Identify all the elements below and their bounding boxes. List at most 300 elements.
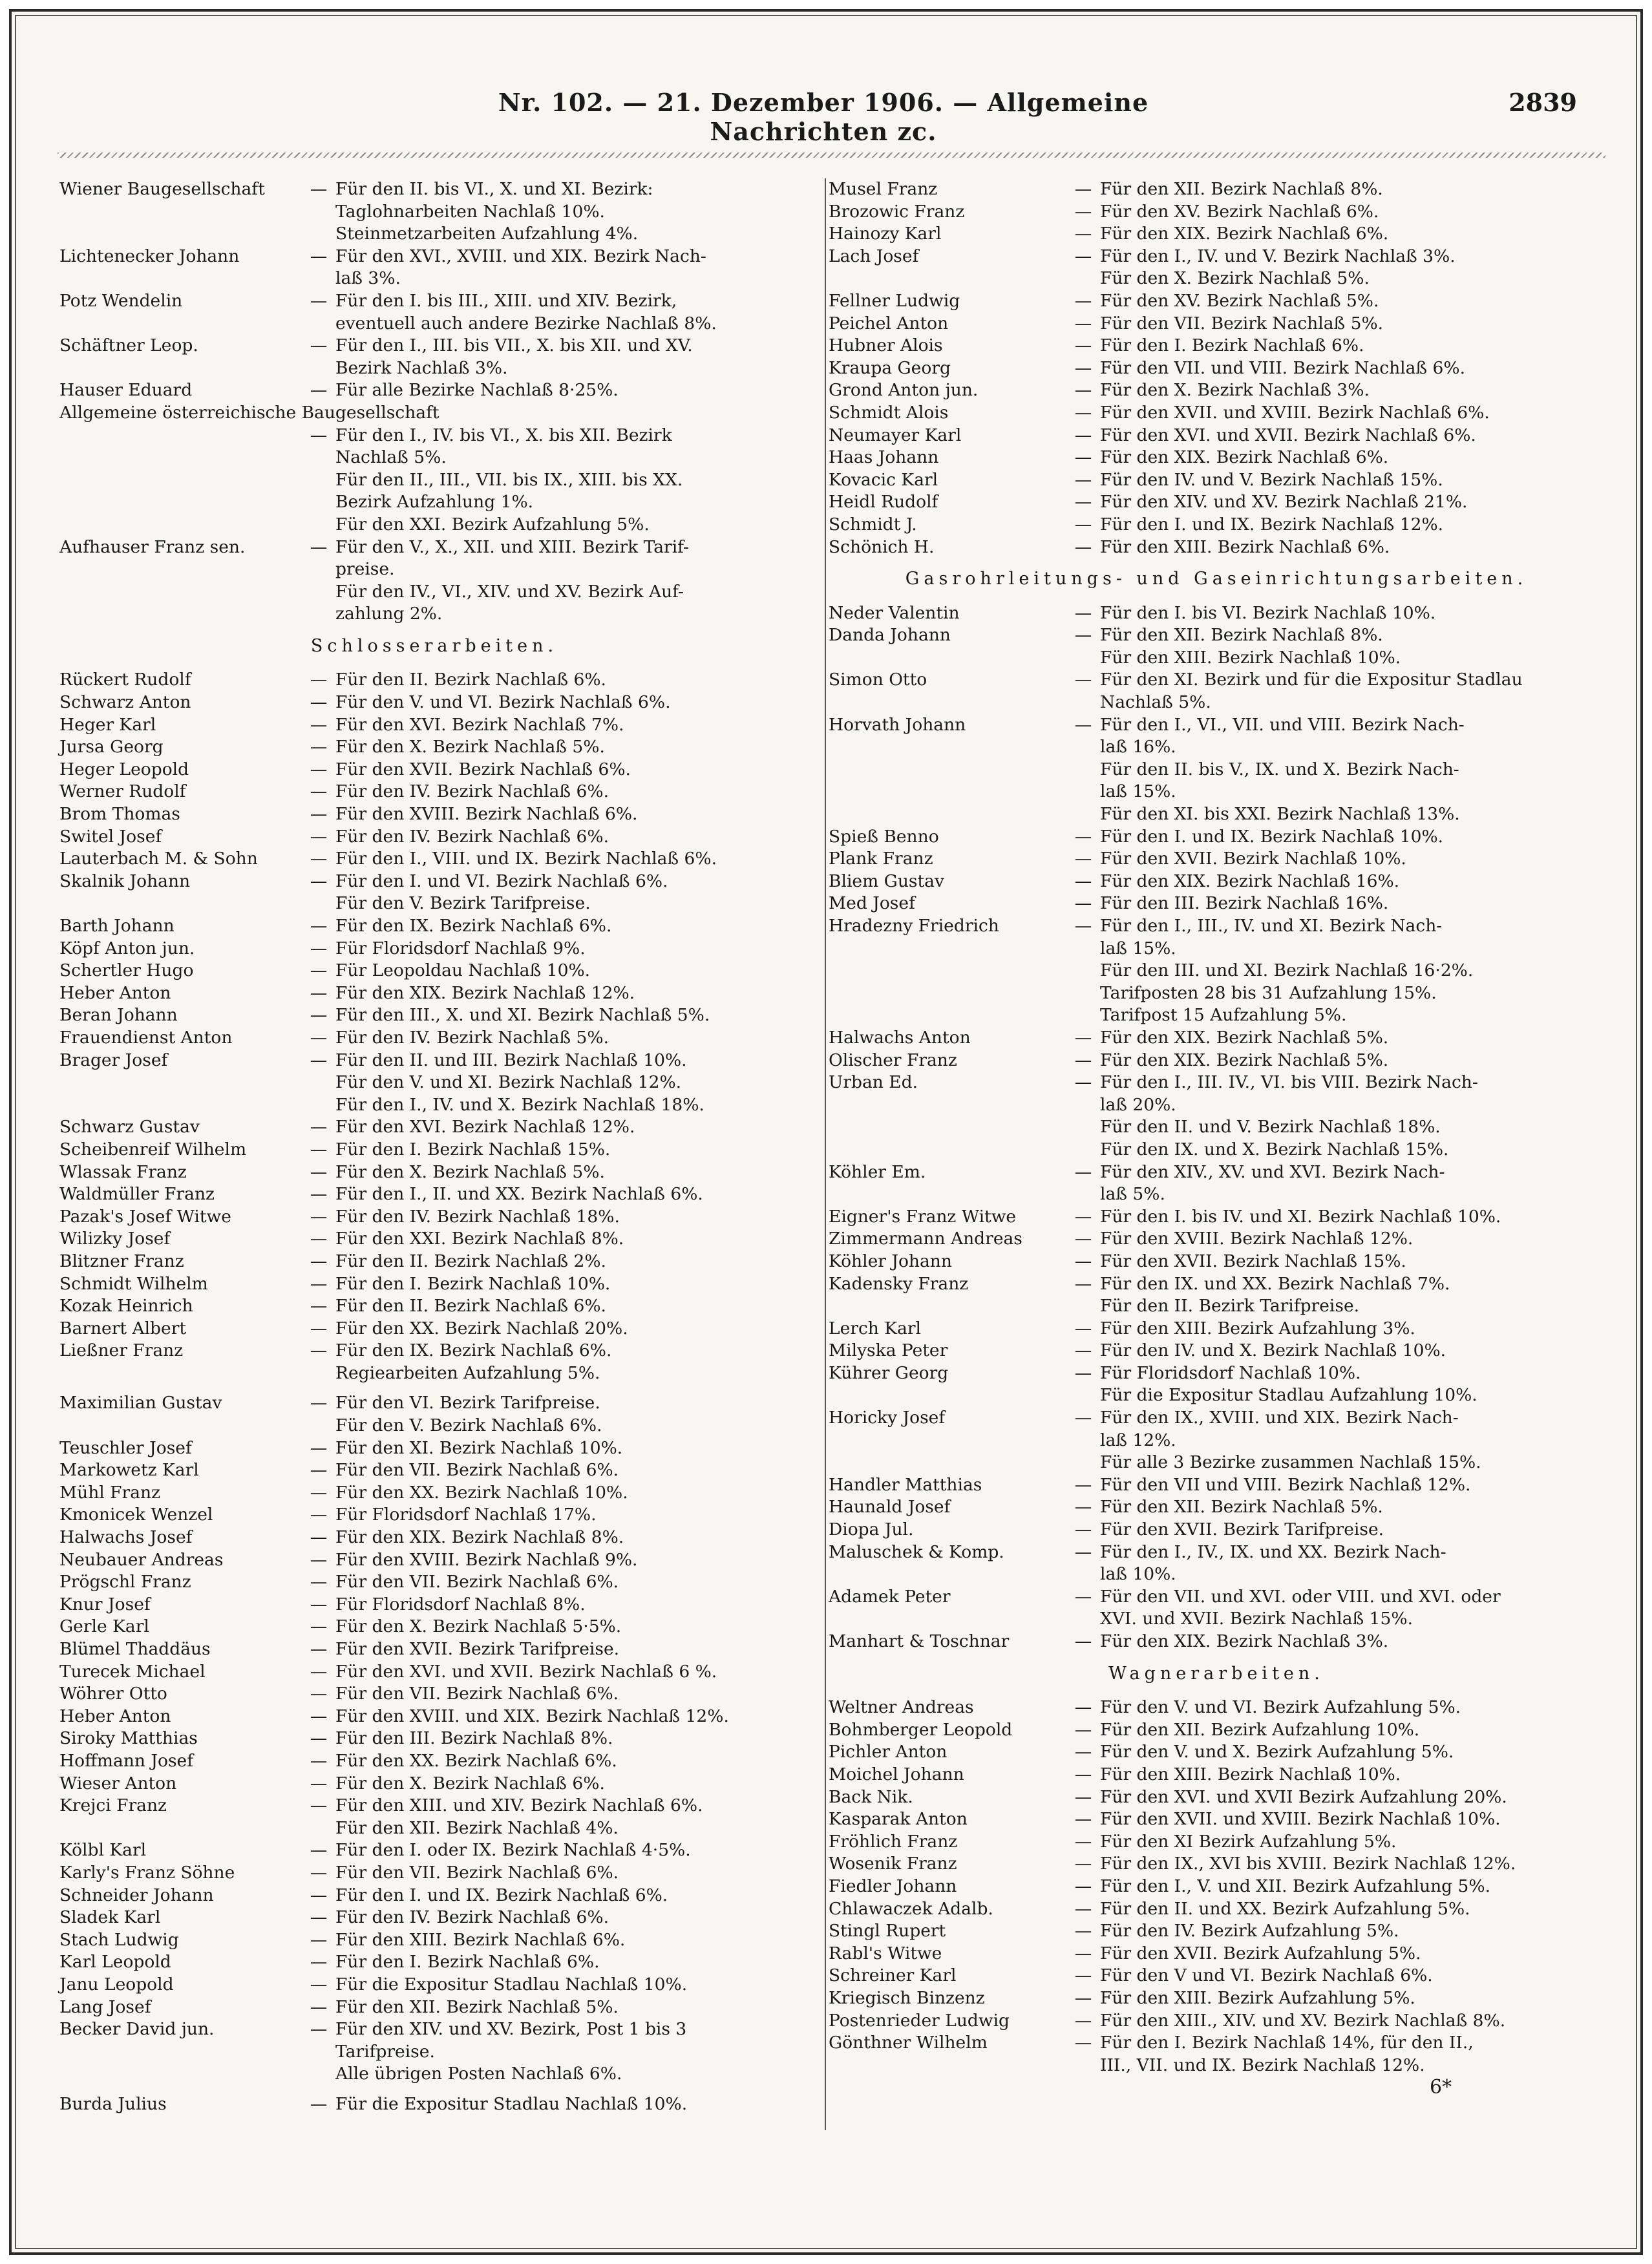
contractor-name: Kozak Heinrich: [59, 1296, 193, 1317]
contractor-name: Brom Thomas: [59, 804, 180, 825]
detail-line: Für den XVI. und XVII Bezirk Aufzahlung 20%.: [1100, 1786, 1507, 1807]
detail-line: Für den XIV. und XV. Bezirk, Post 1 bis 3: [335, 2019, 687, 2040]
dash-separator: —: [310, 1773, 328, 1793]
left-column: [59, 178, 809, 2115]
entry-details: [1100, 714, 1604, 826]
contractor-entry: [829, 1719, 1604, 1742]
contractor-name: Stach Ludwig: [59, 1929, 179, 1950]
contractor-name: Horvath Johann: [829, 714, 966, 735]
entry-details: [335, 781, 809, 803]
detail-line: Steinmetzarbeiten Aufzahlung 4%.: [335, 224, 639, 244]
contractor-entry: [829, 1340, 1604, 1362]
dash-separator: —: [1074, 1519, 1092, 1540]
contractor-name: Köhler Em.: [829, 1161, 926, 1182]
entry-details: [1100, 826, 1604, 849]
dash-separator: —: [310, 1050, 328, 1070]
contractor-name: Köhler Johann: [829, 1251, 952, 1271]
contractor-entry: [59, 2093, 809, 2116]
contractor-name: Teuschler Josef: [59, 1437, 192, 1458]
detail-line: Für den I. bis IV. und XI. Bezirk Nachlaß 10%.: [1100, 1206, 1501, 1227]
dash-separator: —: [1074, 1786, 1092, 1807]
dash-separator: —: [1074, 536, 1092, 557]
contractor-name: Kriegisch Binzenz: [829, 1987, 985, 2008]
entry-details: [335, 1295, 809, 1318]
entry-details: [335, 848, 809, 871]
dash-separator: —: [310, 1460, 328, 1481]
entry-details: [1100, 1631, 1604, 1653]
contractor-name: Lauterbach M. & Sohn: [59, 849, 258, 869]
page-header-title: Nr. 102. — 21. Dezember 1906. — Allgemeine Nachrichten zc.: [498, 88, 1149, 146]
dash-separator: —: [310, 826, 328, 847]
detail-line: Für den X. Bezirk Nachlaß 5·5%.: [335, 1616, 622, 1637]
contractor-name: Blümel Thaddäus: [59, 1639, 211, 1659]
entry-details: [335, 1251, 809, 1273]
contractor-name: Wilizky Josef: [59, 1229, 171, 1249]
entry-details: [335, 536, 809, 626]
dash-separator: —: [1074, 335, 1092, 356]
dash-separator: —: [1074, 380, 1092, 401]
dash-separator: —: [1074, 1497, 1092, 1518]
detail-line: Für den VI. Bezirk Tarifpreise.: [335, 1393, 600, 1413]
detail-line: Für den XXI. Bezirk Aufzahlung 5%.: [335, 514, 650, 534]
entry-details: [1100, 1206, 1604, 1229]
entry-details: [335, 1750, 809, 1773]
contractor-name: Hubner Alois: [829, 335, 943, 356]
entry-details: [1100, 1541, 1604, 1586]
dash-separator: —: [1074, 826, 1092, 847]
detail-line: Für den V. und XI. Bezirk Nachlaß 12%.: [335, 1072, 682, 1093]
contractor-entry: [59, 1862, 809, 1885]
entry-details: [335, 759, 809, 781]
contractor-entry: [829, 1273, 1604, 1318]
detail-line: Für den IX. Bezirk Nachlaß 6%.: [335, 916, 612, 936]
entry-details: [1100, 1362, 1604, 1407]
detail-line: Für alle Bezirke Nachlaß 8·25%.: [335, 380, 619, 401]
contractor-entry: [829, 1831, 1604, 1854]
dash-separator: —: [310, 1661, 328, 1682]
detail-line: Für den VII. Bezirk Nachlaß 6%.: [335, 1862, 619, 1883]
dash-separator: —: [1074, 1987, 1092, 2008]
detail-line: laß 15%.: [1100, 781, 1176, 802]
detail-line: Für den XVI., XVIII. und XIX. Bezirk Nach-: [335, 246, 706, 266]
detail-line: Für den X. Bezirk Nachlaß 5%.: [335, 1161, 605, 1182]
contractor-entry: [59, 1885, 809, 1907]
dash-separator: —: [310, 1482, 328, 1503]
contractor-name: Heger Leopold: [59, 759, 189, 779]
detail-line: Für den XIX. Bezirk Nachlaß 16%.: [1100, 871, 1400, 891]
detail-line: Für den XVII. und XVIII. Bezirk Nachlaß 6%.: [1100, 402, 1490, 423]
contractor-name: Gönthner Wilhelm: [829, 2033, 988, 2053]
section-heading: Wagnerarbeiten.: [1108, 1663, 1324, 1684]
detail-line: Für den XII. Bezirk Nachlaß 5%.: [335, 1996, 619, 2017]
detail-line: Für den IV. Bezirk Nachlaß 18%.: [335, 1206, 620, 1227]
detail-line: Für den XV. Bezirk Nachlaß 6%.: [1100, 201, 1379, 222]
detail-line: Für den XI. Bezirk Nachlaß 10%.: [335, 1437, 623, 1458]
contractor-entry: [829, 826, 1604, 849]
detail-line: Für den XVIII. Bezirk Nachlaß 9%.: [335, 1549, 638, 1570]
contractor-name: Kasparak Anton: [829, 1809, 968, 1830]
detail-line: Für den XVIII. Bezirk Nachlaß 12%.: [1100, 1229, 1414, 1249]
entry-details: [335, 960, 809, 982]
dash-separator: —: [310, 670, 328, 690]
contractor-name: Zimmermann Andreas: [829, 1229, 1022, 1249]
detail-line: Für den I., IV., IX. und XX. Bezirk Nach-: [1100, 1541, 1446, 1562]
entry-details: [335, 1340, 809, 1384]
dash-separator: —: [310, 1437, 328, 1458]
contractor-name: Brager Josef: [59, 1050, 168, 1070]
entry-details: [335, 246, 809, 290]
contractor-entry: [59, 1795, 809, 1839]
detail-line: Für den XIV., XV. und XVI. Bezirk Nach-: [1100, 1161, 1445, 1182]
detail-line: Für den X. Bezirk Nachlaß 5%.: [1100, 268, 1370, 289]
dash-separator: —: [1074, 1965, 1092, 1986]
entry-details: [335, 1482, 809, 1505]
detail-line: Für den XIII. Bezirk Nachlaß 6%.: [335, 1929, 626, 1950]
dash-separator: —: [310, 871, 328, 891]
detail-line: XVI. und XVII. Bezirk Nachlaß 15%.: [1100, 1609, 1413, 1629]
entry-details: [1100, 536, 1604, 559]
contractor-name: Stingl Rupert: [829, 1921, 946, 1941]
contractor-entry: [829, 1206, 1604, 1229]
dash-separator: —: [310, 1974, 328, 1994]
entry-details: [335, 826, 809, 849]
entry-details: [335, 669, 809, 692]
contractor-entry: [829, 1474, 1604, 1497]
detail-line: Für den I. Bezirk Nachlaß 6%.: [335, 1952, 600, 1973]
dash-separator: —: [310, 1750, 328, 1771]
detail-line: laß 10%.: [1100, 1564, 1176, 1585]
contractor-name: Ließner Franz: [59, 1340, 184, 1361]
contractor-entry: [829, 1586, 1604, 1631]
contractor-entry: [59, 335, 809, 379]
contractor-name: Neder Valentin: [829, 602, 960, 623]
detail-line: preise.: [335, 559, 395, 580]
contractor-name: Lerch Karl: [829, 1318, 922, 1338]
dash-separator: —: [310, 1885, 328, 1905]
contractor-entry: [59, 1773, 809, 1795]
detail-line: Für den XIII., XIV. und XV. Bezirk Nachlaß 8%.: [1100, 2010, 1506, 2031]
contractor-name: Lichtenecker Johann: [59, 246, 240, 266]
contractor-name: Bohmberger Leopold: [829, 1719, 1013, 1740]
contractor-name: Kölbl Karl: [59, 1840, 147, 1861]
contractor-entry: [59, 402, 809, 425]
dash-separator: —: [1074, 1921, 1092, 1941]
detail-line: Nachlaß 5%.: [335, 447, 447, 468]
contractor-entry: [59, 1027, 809, 1050]
dash-separator: —: [1074, 670, 1092, 690]
contractor-entry: [829, 313, 1604, 335]
dash-separator: —: [1074, 201, 1092, 222]
dash-separator: —: [310, 380, 328, 401]
contractor-entry: [59, 246, 809, 290]
contractor-name: Markowetz Karl: [59, 1460, 199, 1481]
contractor-name: Haas Johann: [829, 447, 939, 468]
dash-separator: —: [1074, 313, 1092, 333]
contractor-entry: [59, 1050, 809, 1117]
entry-details: [1100, 669, 1604, 714]
dash-separator: —: [310, 425, 328, 445]
dash-separator: —: [1074, 224, 1092, 244]
detail-line: Für den XVII. Bezirk Nachlaß 6%.: [335, 759, 631, 779]
detail-line: Für den III. und XI. Bezirk Nachlaß 16·2%.: [1100, 960, 1474, 981]
dash-separator: —: [310, 1296, 328, 1317]
dash-separator: —: [310, 1251, 328, 1271]
contractor-name: Barth Johann: [59, 916, 175, 936]
detail-line: Für den I. und VI. Bezirk Nachlaß 6%.: [335, 871, 668, 891]
detail-line: Für den XIX. Bezirk Nachlaß 5%.: [1100, 1050, 1389, 1070]
contractor-name: Milyska Peter: [829, 1340, 948, 1361]
contractor-entry: [829, 602, 1604, 625]
dash-separator: —: [310, 1161, 328, 1182]
dash-separator: —: [1074, 1586, 1092, 1607]
dash-separator: —: [1074, 1050, 1092, 1070]
detail-line: Für den XII. Bezirk Nachlaß 8%.: [1100, 179, 1383, 199]
detail-line: Für den I. Bezirk Nachlaß 10%.: [335, 1273, 611, 1294]
contractor-entry: [829, 915, 1604, 1027]
detail-line: Für den XVII. Bezirk Nachlaß 10%.: [1100, 849, 1406, 869]
detail-line: Für den V. und X. Bezirk Aufzahlung 5%.: [1100, 1742, 1454, 1762]
detail-line: laß 20%.: [1100, 1094, 1176, 1115]
contractor-entry: [829, 2010, 1604, 2033]
contractor-entry: [829, 1920, 1604, 1943]
dash-separator: —: [1074, 2010, 1092, 2031]
detail-line: Für die Expositur Stadlau Nachlaß 10%.: [335, 1974, 688, 1994]
dash-separator: —: [1074, 1854, 1092, 1874]
contractor-entry: [59, 1638, 809, 1661]
entry-details: [335, 1504, 809, 1527]
contractor-entry: [59, 960, 809, 982]
contractor-name: Köpf Anton jun.: [59, 938, 195, 958]
entry-details: [335, 1638, 809, 1661]
contractor-name: Allgemeine österreichische Baugesellschaft: [59, 402, 439, 423]
entry-details: [1100, 602, 1604, 625]
detail-line: Für den IX., XVI bis XVIII. Bezirk Nachlaß 12%.: [1100, 1854, 1516, 1874]
entry-details: [335, 1459, 809, 1482]
contractor-name: Handler Matthias: [829, 1474, 982, 1495]
detail-line: Für den VII. und VIII. Bezirk Nachlaß 6%.: [1100, 357, 1466, 378]
entry-details: [335, 1907, 809, 1929]
detail-line: Für den II. Bezirk Nachlaß 2%.: [335, 1251, 606, 1271]
entry-details: [335, 1839, 809, 1862]
detail-line: Bezirk Aufzahlung 1%.: [335, 492, 534, 513]
dash-separator: —: [310, 246, 328, 266]
dash-separator: —: [1074, 849, 1092, 869]
dash-separator: —: [1074, 1027, 1092, 1048]
detail-line: zahlung 2%.: [335, 604, 443, 624]
detail-line: Für den I., VI., VII. und VIII. Bezirk Nach-: [1100, 714, 1465, 735]
dash-separator: —: [1074, 893, 1092, 914]
dash-separator: —: [310, 536, 328, 557]
detail-line: Für den IV. und V. Bezirk Nachlaß 15%.: [1100, 469, 1443, 490]
contractor-entry: [59, 1504, 809, 1527]
entry-details: [335, 1050, 809, 1117]
contractor-name: Manhart & Toschnar: [829, 1631, 1010, 1651]
contractor-entry: [829, 1876, 1604, 1898]
entry-details: [1100, 1764, 1604, 1786]
contractor-entry: [59, 1683, 809, 1706]
dash-separator: —: [310, 1273, 328, 1294]
contractor-entry: [59, 1616, 809, 1638]
contractor-entry: [59, 1728, 809, 1750]
contractor-name: Schertler Hugo: [59, 960, 194, 981]
entry-details: [1100, 357, 1604, 380]
detail-line: Für den II. bis VI., X. und XI. Bezirk:: [335, 179, 653, 199]
dash-separator: —: [1074, 1340, 1092, 1361]
entry-details: [1100, 2010, 1604, 2033]
dash-separator: —: [310, 759, 328, 779]
contractor-name: Kraupa Georg: [829, 357, 951, 378]
contractor-entry: [829, 357, 1604, 380]
entry-details: [1100, 848, 1604, 871]
contractor-entry: [59, 1594, 809, 1616]
entry-details: [335, 425, 809, 536]
contractor-name: Back Nik.: [829, 1786, 913, 1807]
contractor-name: Waldmüller Franz: [59, 1184, 215, 1205]
detail-line: laß 5%.: [1100, 1184, 1165, 1205]
contractor-name: Pazak's Josef Witwe: [59, 1206, 231, 1227]
entry-details: [1100, 1898, 1604, 1921]
contractor-entry: [829, 402, 1604, 425]
contractor-name: Postenrieder Ludwig: [829, 2010, 1010, 2031]
entry-details: [335, 1004, 809, 1027]
detail-line: Für den XI Bezirk Aufzahlung 5%.: [1100, 1831, 1397, 1852]
detail-line: Für den XIX. Bezirk Nachlaß 6%.: [1100, 447, 1389, 468]
contractor-entry: [59, 848, 809, 871]
contractor-name: Fiedler Johann: [829, 1876, 957, 1896]
contractor-name: Schneider Johann: [59, 1885, 214, 1905]
contractor-name: Maluschek & Komp.: [829, 1541, 1004, 1562]
detail-line: Für den VII. Bezirk Nachlaß 6%.: [335, 1684, 619, 1704]
entry-details: [335, 1116, 809, 1139]
detail-line: Für den I. bis III., XIII. und XIV. Bezirk,: [335, 290, 677, 311]
dash-separator: —: [310, 1139, 328, 1159]
dash-separator: —: [1074, 1251, 1092, 1271]
detail-line: Für den IX. Bezirk Nachlaß 6%.: [335, 1340, 612, 1361]
detail-line: Für den X. Bezirk Nachlaß 3%.: [1100, 380, 1370, 401]
contractor-name: Neubauer Andreas: [59, 1549, 224, 1570]
entry-details: [1100, 178, 1604, 201]
entry-details: [335, 982, 809, 1005]
dash-separator: —: [310, 179, 328, 199]
entry-details: [1100, 1786, 1604, 1809]
contractor-entry: [59, 1183, 809, 1206]
contractor-name: Schmidt Wilhelm: [59, 1273, 208, 1294]
contractor-entry: [59, 1116, 809, 1139]
contractor-entry: [59, 938, 809, 960]
dash-separator: —: [310, 1706, 328, 1726]
entry-details: [1100, 469, 1604, 492]
contractor-entry: [59, 1161, 809, 1184]
detail-line: Für den IV. Bezirk Nachlaß 6%.: [335, 781, 609, 802]
detail-line: Für den III., X. und XI. Bezirk Nachlaß 5%.: [335, 1005, 710, 1026]
detail-line: Für den VII. Bezirk Nachlaß 6%.: [335, 1460, 619, 1481]
contractor-entry: [59, 1318, 809, 1340]
dash-separator: —: [310, 804, 328, 825]
dash-separator: —: [310, 1117, 328, 1137]
entry-details: [335, 1795, 809, 1839]
signature-mark: 6*: [1430, 2076, 1452, 2099]
detail-line: Für den I., III. bis VII., X. bis XII. und XV.: [335, 335, 693, 356]
entry-details: [335, 1996, 809, 2019]
detail-line: Für den XVIII. Bezirk Nachlaß 6%.: [335, 804, 638, 825]
contractor-name: Sladek Karl: [59, 1907, 161, 1928]
entry-details: [1100, 1228, 1604, 1251]
contractor-name: Lach Josef: [829, 246, 919, 266]
contractor-name: Gerle Karl: [59, 1616, 149, 1637]
detail-line: Für den IX. und X. Bezirk Nachlaß 15%.: [1100, 1139, 1449, 1159]
dash-separator: —: [310, 1527, 328, 1548]
entry-details: [1100, 1697, 1604, 1719]
contractor-name: Olischer Franz: [829, 1050, 957, 1070]
entry-details: [335, 1527, 809, 1549]
detail-line: Für den XX. Bezirk Nachlaß 20%.: [335, 1318, 628, 1338]
dash-separator: —: [310, 1393, 328, 1413]
entry-details: [1100, 1876, 1604, 1898]
entry-details: [1100, 1920, 1604, 1943]
entry-details: [335, 1437, 809, 1460]
detail-line: Für den I. oder IX. Bezirk Nachlaß 4·5%.: [335, 1840, 691, 1861]
contractor-name: Spieß Benno: [829, 826, 939, 847]
detail-line: Für den XIX. Bezirk Nachlaß 5%.: [1100, 1027, 1389, 1048]
contractor-entry: [59, 425, 809, 536]
entry-details: [335, 2018, 809, 2086]
contractor-entry: [829, 714, 1604, 826]
contractor-entry: [829, 1697, 1604, 1719]
detail-line: Für die Expositur Stadlau Aufzahlung 10%.: [1100, 1385, 1477, 1406]
dash-separator: —: [1074, 1229, 1092, 1249]
detail-line: Für den XIX. Bezirk Nachlaß 12%.: [335, 982, 635, 1003]
contractor-entry: [59, 1750, 809, 1773]
detail-line: Für den VII. Bezirk Nachlaß 5%.: [1100, 313, 1384, 333]
contractor-entry: [829, 669, 1604, 714]
detail-line: Für den II. Bezirk Tarifpreise.: [1100, 1296, 1360, 1317]
detail-line: Nachlaß 5%.: [1100, 692, 1211, 713]
dash-separator: —: [1074, 246, 1092, 266]
entry-details: [335, 1273, 809, 1296]
dash-separator: —: [1074, 1742, 1092, 1762]
detail-line: Für den IV., VI., XIV. und XV. Bezirk Auf-: [335, 581, 684, 602]
contractor-entry: [829, 2032, 1604, 2077]
contractor-name: Neumayer Karl: [829, 425, 962, 445]
entry-details: [1100, 1050, 1604, 1072]
contractor-name: Kadensky Franz: [829, 1273, 969, 1294]
dash-separator: —: [310, 1318, 328, 1338]
entry-details: [1100, 1831, 1604, 1854]
dash-separator: —: [1074, 1206, 1092, 1227]
contractor-name: Simon Otto: [829, 670, 927, 690]
detail-line: Für den I., III., IV. und XI. Bezirk Nach-: [1100, 916, 1443, 936]
detail-line: Für den XIII. und XIV. Bezirk Nachlaß 6%.: [335, 1795, 703, 1816]
detail-line: Tarifpreise.: [335, 2041, 435, 2062]
contractor-name: Wiener Baugesellschaft: [59, 179, 265, 199]
contractor-entry: [829, 1318, 1604, 1340]
contractor-entry: [59, 178, 809, 246]
entry-details: [1100, 1273, 1604, 1318]
entry-details: [335, 335, 809, 379]
contractor-entry: [59, 1974, 809, 1996]
contractor-name: Pichler Anton: [829, 1742, 948, 1762]
contractor-entry: [59, 1482, 809, 1505]
entry-details: [1100, 1808, 1604, 1831]
dash-separator: —: [1074, 1362, 1092, 1383]
contractor-entry: [59, 536, 809, 626]
entry-details: [1100, 1161, 1604, 1206]
entry-details: [335, 1773, 809, 1795]
entry-details: [1100, 313, 1604, 335]
contractor-name: Rabl's Witwe: [829, 1943, 942, 1963]
entry-details: [335, 290, 809, 335]
detail-line: Für den V. Bezirk Nachlaß 6%.: [335, 1415, 602, 1436]
